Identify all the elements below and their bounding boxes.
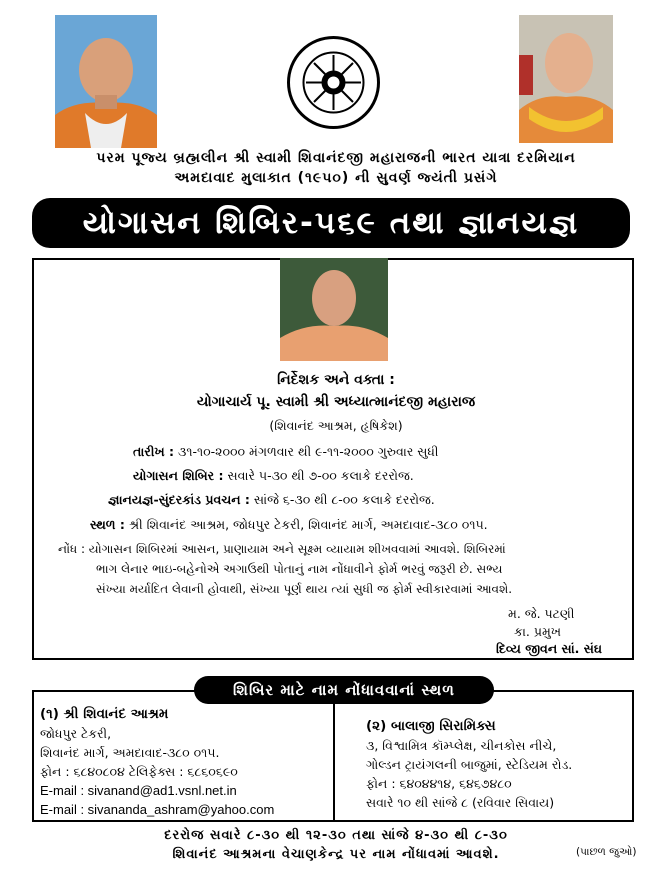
discourse-row <box>108 492 435 508</box>
swami-sivananda-photo <box>55 15 157 148</box>
right-phone: ફોન : ૬૪૦૪૪૧૪, ૬૪૬૭૪૮૦ <box>366 776 512 791</box>
signatory-org: દિવ્ય જીવન સાં. સંઘ <box>496 641 603 656</box>
date-row <box>133 444 438 460</box>
speaker-photo <box>280 258 388 361</box>
header-line-2: અમદાવાદ મુલાકાત (૧૯૫૦) ની સુવર્ણ જ્યંતી પ્રસંગે <box>174 170 498 186</box>
title-banner: યોગાસન શિબિર-૫૬૯ તથા જ્ઞાનયજ્ઞ <box>32 198 630 248</box>
registration-banner: શિબિર માટે નામ નોંધાવવાનાં સ્થળ <box>194 676 494 704</box>
director-label: નિર્દેશક અને વક્તા : <box>277 372 395 388</box>
right-line-1: ૩, વિશ્વામિત્ર કૉમ્પ્લેક્ષ, ચીનકોસ નીચે, <box>366 738 557 753</box>
camp-row <box>133 468 414 484</box>
header-line-1: પરમ પૂજ્ય બ્રહ્મલીન શ્રી સ્વામી શિવાનંદજી મહારાજની ભારત યાત્રા દરમિયાન <box>96 150 576 166</box>
signatory-title: કા. પ્રમુખ <box>514 624 562 639</box>
registration-left <box>40 704 274 819</box>
camp-value: સવારે ૫-૩૦ થી ૭-૦૦ કલાકે દરરોજ. <box>227 468 414 483</box>
left-email-2[interactable]: E-mail : sivananda_ashram@yahoo.com <box>40 802 275 817</box>
venue-row <box>90 517 488 533</box>
registration-right <box>366 716 572 812</box>
discourse-label: જ્ઞાનયજ્ઞ-સુંદરકાંડ પ્રવચન : <box>108 492 250 507</box>
date-label: તારીખ : <box>133 444 175 459</box>
swami-chidananda-photo <box>519 15 613 143</box>
note-line-1: નોંધ : યોગાસન શિબિરમાં આસન, પ્રાણાયામ અને સૂક્ષ્મ વ્યાયામ શીખવવામાં આવશે. શિબિરમાં <box>58 542 506 556</box>
note-line-3: સંખ્યા મર્યાદિત લેવાની હોવાથી, સંખ્યા પૂર્ણ થાય ત્યાં સુધી જ ફોર્મ સ્વીકારવામાં આવશે. <box>96 582 513 596</box>
right-hours: સવારે ૧૦ થી સાંજે ૮ (રવિવાર સિવાય) <box>366 795 555 810</box>
left-line-1: જોધપુર ટેકરી, <box>40 726 112 741</box>
left-heading: (૧) શ્રી શિવાનંદ આશ્રમ <box>40 706 169 722</box>
note-line-2: ભાગ લેનાર ભાઇ-બહેનોએ અગાઉથી પોતાનું નામ નોંધાવીને ફોર્મ ભરવું જરૂરી છે. સભ્ય <box>96 562 503 576</box>
footer-line-1: દરરોજ સવારે ૮-૩૦ થી ૧૨-૩૦ તથા સાંજે ૪-૩૦ થી ૮-૩૦ <box>164 828 508 843</box>
date-value: ૩૧-૧૦-૨૦૦૦ મંગળવાર થી ૯-૧૧-૨૦૦૦ ગુરુવાર સુધી <box>178 444 439 459</box>
back-note: (પાછળ જુઓ) <box>576 846 637 858</box>
signatory-name: મ. જે. પટણી <box>508 606 575 621</box>
divine-life-society-emblem <box>286 35 381 130</box>
right-heading: (૨) બાલાજી સિરામિક્સ <box>366 718 496 734</box>
camp-label: યોગાસન શિબિર : <box>133 468 224 483</box>
column-divider <box>333 700 335 820</box>
director-name: યોગાચાર્ય પૂ. સ્વામી શ્રી અધ્યાત્માનંદજી મહારાજ <box>196 394 476 410</box>
right-line-2: ગોલ્ડન ટ્રાયંગલની બાજુમાં, સ્ટેડિયમ રોડ. <box>366 757 573 772</box>
venue-value: શ્રી શિવાનંદ આશ્રમ, જોધપુર ટેકરી, શિવાનંદ માર્ગ, અમદાવાદ-૩૮૦ ૦૧૫. <box>128 517 488 532</box>
footer-line-2: શિવાનંદ આશ્રમના વેચાણકેન્દ્ર પર નામ નોંધાવમાં આવશે. <box>172 847 500 862</box>
left-phone: ફોન : ૬૮૪૦૮૦૪ ટેલિફેક્સ : ૬૮૬૦૬૯૦ <box>40 764 238 779</box>
director-affiliation: (શિવાનંદ આશ્રમ, હૃષિકેશ) <box>269 418 403 433</box>
left-line-2: શિવાનંદ માર્ગ, અમદાવાદ-૩૮૦ ૦૧૫. <box>40 745 220 760</box>
venue-label: સ્થળ : <box>90 517 125 532</box>
left-email-1[interactable]: E-mail : sivanand@ad1.vsnl.net.in <box>40 783 237 798</box>
discourse-value: સાંજે ૬-૩૦ થી ૮-૦૦ કલાકે દરરોજ. <box>253 492 435 507</box>
